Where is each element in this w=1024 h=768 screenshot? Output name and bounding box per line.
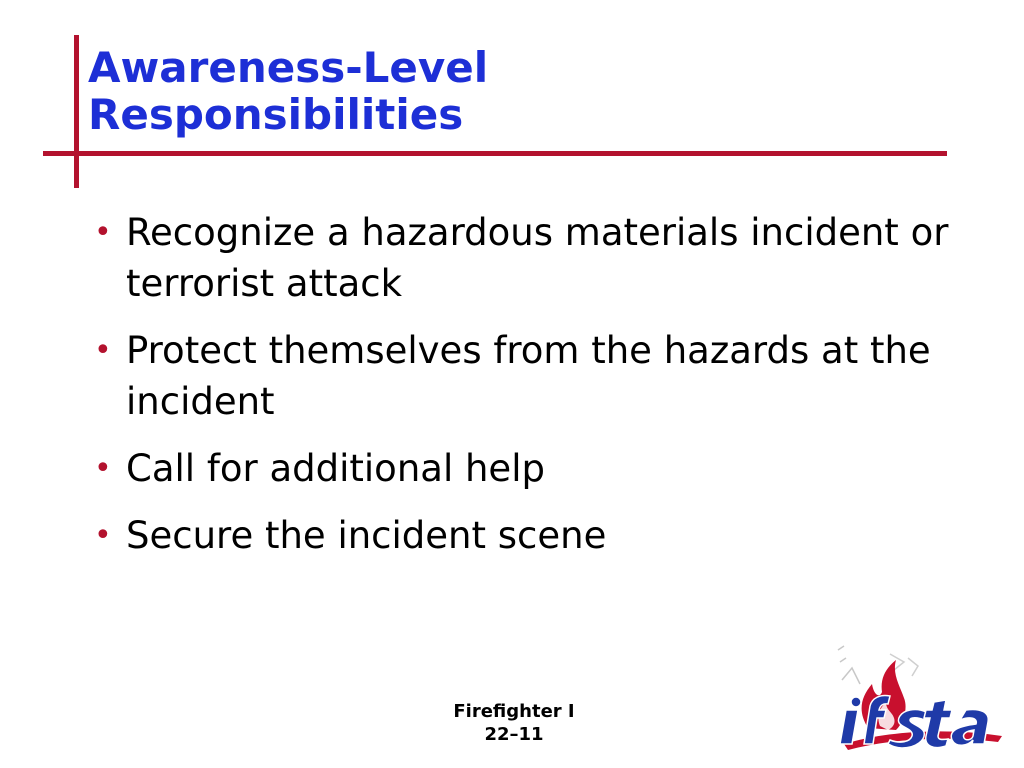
bullet-list (94, 207, 964, 577)
bullet-item (94, 510, 964, 561)
bullet-text: Call for additional help (126, 447, 545, 490)
footer-page-number: 22–11 (484, 724, 544, 745)
bullet-text: Recognize a hazardous materials incident or terrorist attack (126, 211, 949, 305)
bullet-item (94, 207, 964, 309)
bullet-dot-icon: • (94, 518, 112, 553)
bullet-text: Protect themselves from the hazards at the incident (126, 329, 931, 423)
bullet-dot-icon: • (94, 215, 112, 250)
horizontal-accent-rule (43, 151, 947, 156)
bullet-dot-icon: • (94, 333, 112, 368)
bullet-dot-icon: • (94, 451, 112, 486)
slide-footer (414, 700, 614, 746)
title-line-1: Awareness-Level (88, 43, 489, 92)
title-line-2: Responsibilities (88, 90, 464, 139)
vertical-accent-rule (74, 35, 79, 188)
bullet-item (94, 443, 964, 494)
bullet-text: Secure the incident scene (126, 514, 607, 557)
bullet-item (94, 325, 964, 427)
footer-course: Firefighter I (453, 701, 575, 722)
slide-title (88, 44, 488, 138)
ifsta-logo-icon (830, 640, 1010, 762)
